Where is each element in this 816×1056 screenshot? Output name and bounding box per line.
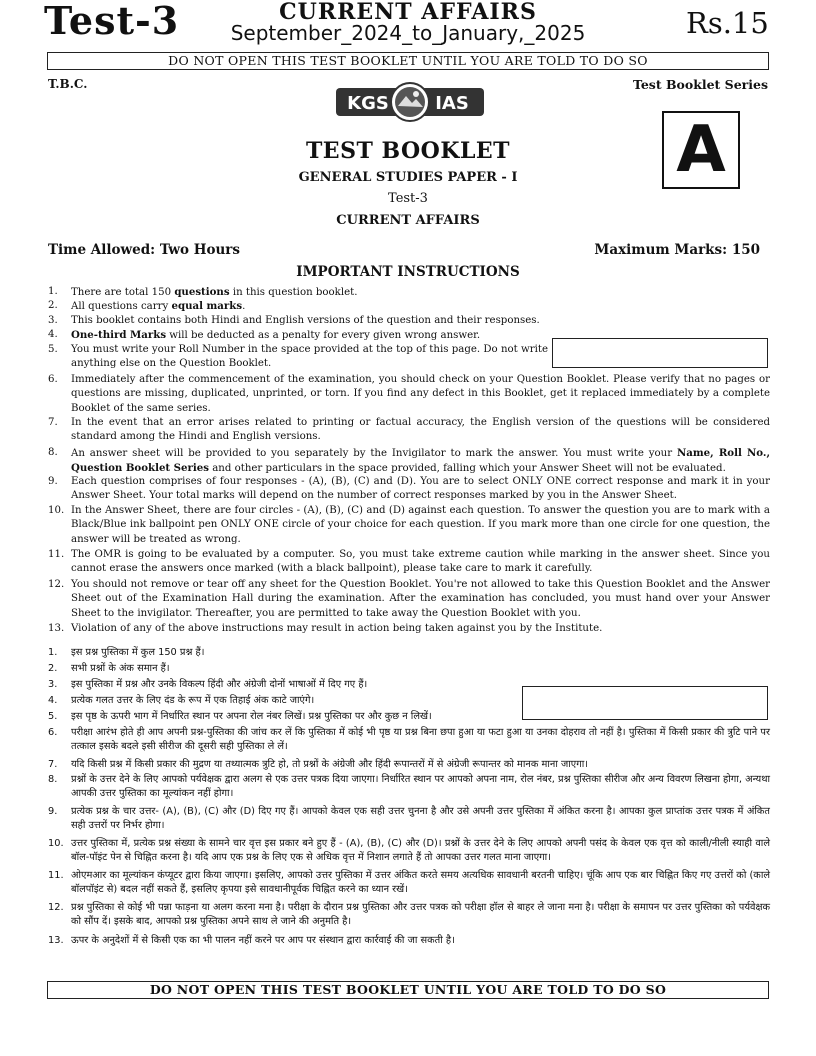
english-instruction-5: 5. You must write your Roll Number in the space provided at the top of this page. Do not write anything else on the Question Booklet. [48,344,548,370]
hindi-instruction-9: 9. प्रत्येक प्रश्न के चार उत्तर- (A), (B), (C) और (D) दिए गए हैं। आपको केवल एक सही उत्तर चुनना है और उसे अपनी उत्तर पुस्तिका में अंकित करना है। आपका कुल प्राप्तांक उत्तर पत्रक में अंकित सही उत्तरों पर निर्भर होगा। [48,806,770,832]
series-letter: A [676,113,726,187]
english-instruction-9: 9. Each question comprises of four responses - (A), (B), (C) and (D). You are to select ONLY ONE correct response and mark it in your Answer Sheet. Your total marks will depend on the number of correct responses marked by you in the Answer Sheet. [48,476,770,502]
bottom-warning-banner: DO NOT OPEN THIS TEST BOOKLET UNTIL YOU ARE TOLD TO DO SO [47,981,769,999]
hindi-instruction-1: 1. इस प्रश्न पुस्तिका में कुल 150 प्रश्न हैं। [48,647,205,658]
series-label: Test Booklet Series [632,77,768,92]
logo-ias-text: IAS [435,93,469,114]
top-warning-banner: DO NOT OPEN THIS TEST BOOKLET UNTIL YOU ARE TOLD TO DO SO [47,52,769,70]
english-instruction-12: 12. You should not remove or tear off any sheet for the Question Booklet. You're not allowed to take this Question Booklet and the Answer Sheet out of the Examination Hall during the examination. After the examination has concluded, you must hand over your Answer Sheet to the invigilator. Thereafter, you are permitted to take away the Question Booklet with you. [48,579,770,619]
english-instruction-13: 13. Violation of any of the above instructions may result in action being taken against you by the Institute. [48,623,603,634]
english-instruction-2: 2. All questions carry equal marks. [48,300,246,312]
kgs-ias-logo [336,82,484,122]
roll-number-box[interactable] [552,338,768,368]
paper-title: GENERAL STUDIES PAPER - I [298,170,518,185]
date-range: September_2024_to_January,_2025 [230,21,586,45]
test-subtitle: Test-3 [388,191,428,206]
subject-title: CURRENT AFFAIRS [336,213,480,228]
logo-kgs-text: KGS [347,93,389,114]
english-instruction-3: 3. This booklet contains both Hindi and English versions of the question and their responses. [48,315,540,326]
hindi-instruction-2: 2. सभी प्रश्नों के अंक समान हैं। [48,663,170,674]
hindi-instruction-12: 12. प्रश्न पुस्तिका से कोई भी पन्ना फाड़ना या अलग करना मना है। परीक्षा के दौरान प्रश्न पुस्तिका और उत्तर पत्रक को परीक्षा हॉल से बाहर ले जाना मना है। परीक्षा के समापन पर उत्तर पुस्तिका को पर्यवेक्षक को सौंप दें। इसके बाद, आपको प्रश्न पुस्तिका अपने साथ ले जाने की अनुमति है। [48,902,770,928]
english-instruction-6: 6. Immediately after the commencement of the examination, you should check on your Question Booklet. Please verify that no pages or questions are missing, duplicated, unprinted, or torn. If you find any defect in this Booklet, get it replaced immediately by a complete Booklet of the same series. [48,374,770,414]
english-instruction-7: 7. In the event that an error arises related to printing or factual accuracy, the English version of the questions will be considered standard among the Hindi and English versions. [48,417,770,443]
hindi-instruction-13: 13. ऊपर के अनुदेशों में से किसी एक का भी पालन नहीं करने पर आप पर संस्थान द्वारा कार्रवाई की जा सकती है। [48,935,455,946]
english-instruction-1: 1. There are total 150 questions in this question booklet. [48,286,358,298]
test-number-label: Test-3 [44,0,180,43]
hindi-instruction-6: 6. परीक्षा आरंभ होते ही आप अपनी प्रश्न-पुस्तिका की जांच कर लें कि पुस्तिका में कोई भी पृष्ठ या प्रश्न बिना छपा हुआ या फटा हुआ या उनका दोहराव तो नहीं है। पुस्तिका में किसी प्रकार की त्रुटि पाने पर तत्काल इसके बदले इसी सीरीज की दूसरी सही पुस्तिका ले लें। [48,727,770,753]
instructions-heading: IMPORTANT INSTRUCTIONS [296,264,520,280]
hindi-instruction-8: 8. प्रश्नों के उत्तर देने के लिए आपको पर्यवेक्षक द्वारा अलग से एक उत्तर पत्रक दिया जाएगा। निर्धारित स्थान पर आपको अपना नाम, रोल नंबर, प्रश्न पुस्तिका सीरीज और अन्य विवरण लिखना होगा, अन्यथा आपकी उत्तर पुस्तिका का मूल्यांकन नहीं होगा। [48,774,770,800]
hindi-instruction-3: 3. इस पुस्तिका में प्रश्न और उनके विकल्प हिंदी और अंग्रेजी दोनों भाषाओं में दिए गए हैं। [48,679,368,690]
maximum-marks: Maximum Marks: 150 [594,242,760,258]
english-instruction-8: 8. An answer sheet will be provided to you separately by the Invigilator to mark the answer. You must write your Name, Roll No., Question Booklet Series and other particulars in the space provided, falling which your Answer Sheet will not be evaluated. [48,447,771,475]
time-allowed: Time Allowed: Two Hours [48,242,240,258]
hindi-instruction-5: 5. इस पृष्ठ के ऊपरी भाग में निर्धारित स्थान पर अपना रोल नंबर लिखें। प्रश्न पुस्तिका पर और कुछ न लिखें। [48,711,432,722]
booklet-title: TEST BOOKLET [305,138,511,164]
hindi-instruction-10: 10. उत्तर पुस्तिका में, प्रत्येक प्रश्न संख्या के सामने चार वृत्त इस प्रकार बने हुए हैं - (A), (B), (C) और (D)। प्रश्नों के उत्तर देने के लिए आपको अपनी पसंद के केवल एक वृत्त को काली/नीली स्याही वाले बॉल-पॉइंट पेन से चिह्नित करना है। यदि आप एक प्रश्न के लिए एक से अधिक वृत्त में निशान लगाते हैं तो आपका उत्तर गलत माना जाएगा। [48,838,770,864]
price-label: Rs.15 [686,6,769,40]
hindi-roll-number-box[interactable] [522,686,768,720]
english-instruction-10: 10. In the Answer Sheet, there are four circles - (A), (B), (C) and (D) against each question. To answer the question you are to mark with a Black/Blue ink ballpoint pen ONLY ONE circle of your choice for each question. If you mark more than one circle for one question, the answer will be treated as wrong. [48,505,770,545]
english-instruction-4: 4. One-third Marks will be deducted as a penalty for every given wrong answer. [48,329,481,341]
english-instruction-11: 11. The OMR is going to be evaluated by a computer. So, you must take extreme caution while marking in the answer sheet. Since you cannot erase the answers once marked (with a black ballpoint), please take care to mark it carefully. [48,549,770,575]
hindi-instruction-7: 7. यदि किसी प्रश्न में किसी प्रकार की मुद्रण या तथ्यात्मक त्रुटि हो, तो प्रश्नों के अंग्रेजी और हिंदी रूपान्तरों में से अंग्रेजी रूपान्तर को मानक माना जाएगा। [48,759,588,770]
hindi-instruction-4: 4. प्रत्येक गलत उत्तर के लिए दंड के रूप में एक तिहाई अंक काटे जाएंगे। [48,695,315,706]
tbc-label: T.B.C. [48,77,88,91]
hindi-instruction-11: 11. ओएमआर का मूल्यांकन कंप्यूटर द्वारा किया जाएगा। इसलिए, आपको उत्तर पुस्तिका में उत्तर अंकित करते समय अत्यधिक सावधानी बरतनी चाहिए। चूंकि आप एक बार चिह्नित किए गए उत्तरों को (काले बॉलपॉइंट से) बदल नहीं सकते हैं, इसलिए कृपया इसे सावधानीपूर्वक चिह्नित करने का ध्यान रखें। [48,870,771,896]
document-title: CURRENT AFFAIRS [279,0,537,25]
